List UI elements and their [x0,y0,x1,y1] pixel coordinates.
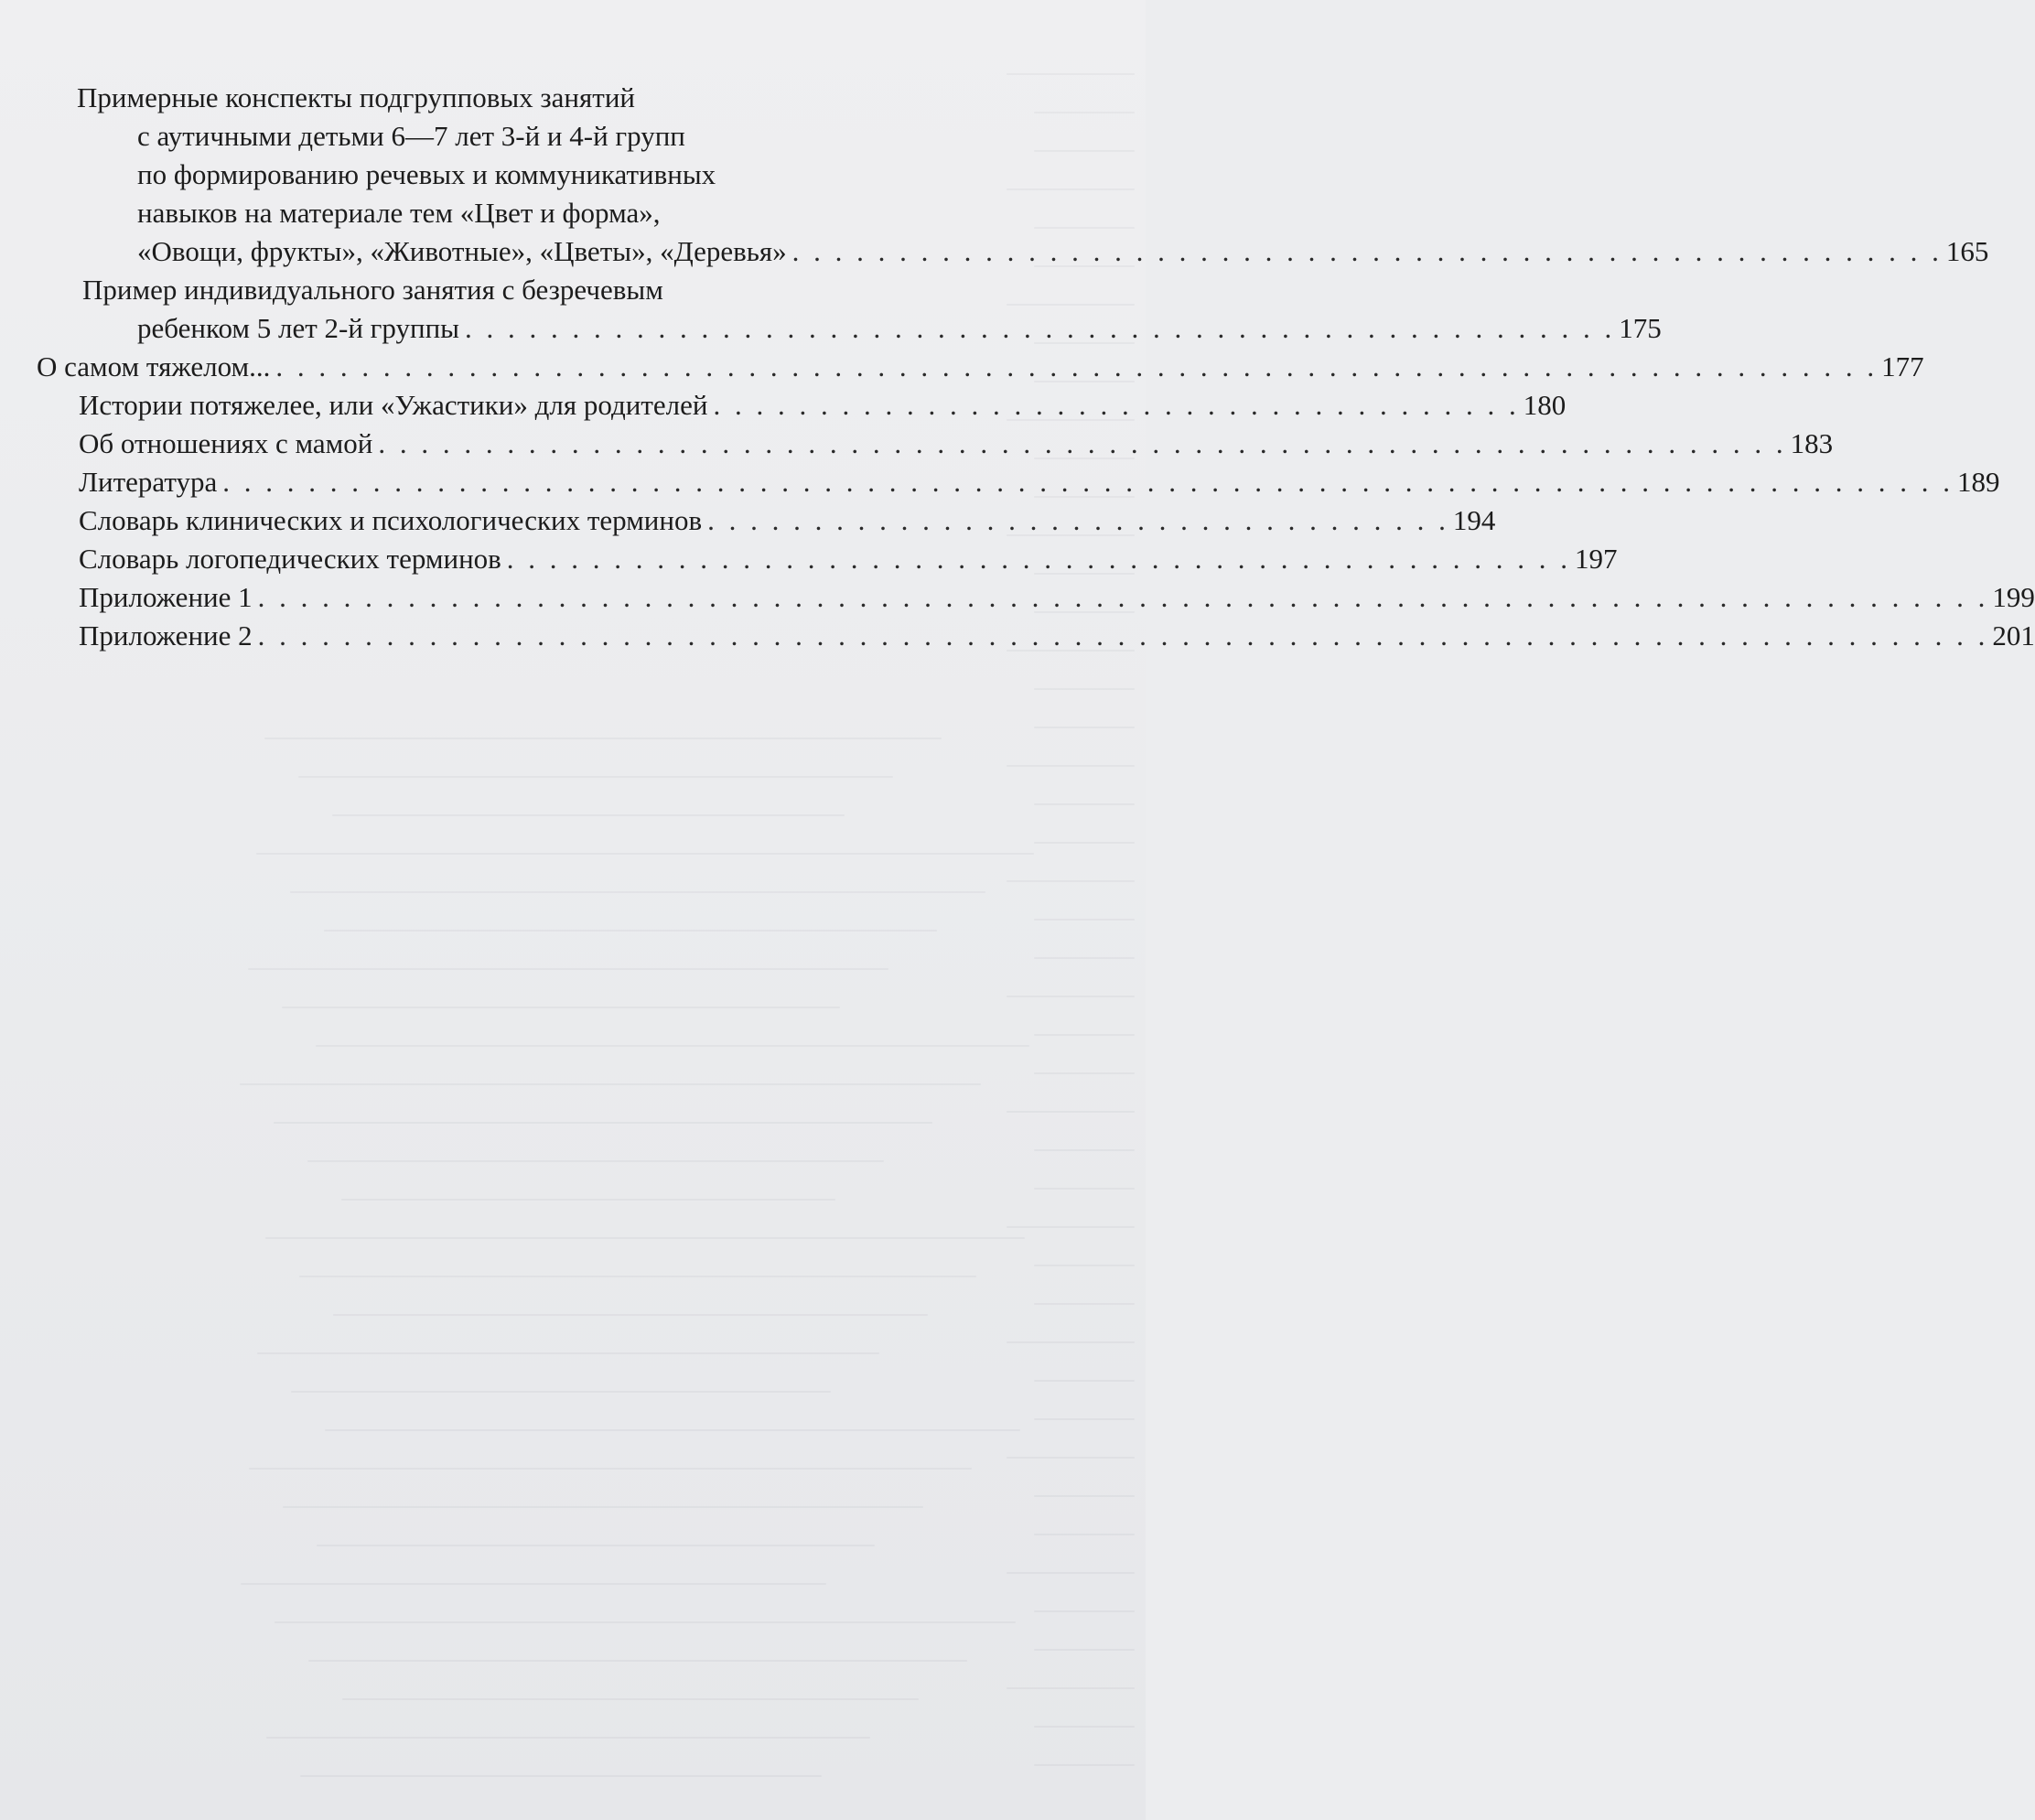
toc-entry-last-line [79,386,1567,425]
toc-page-number: 165 [1945,235,1989,267]
toc-entry-last-line [79,425,1834,463]
toc-leader-dots: . . . . . . . . . . . . . . . . . . . . . . . . . . . . . . . . . . . . . . [713,389,1520,421]
toc-page-number: 177 [1881,350,1924,382]
toc-page-number: 175 [1619,312,1662,344]
toc-entry-title: Словарь клинических и психологических терминов [79,504,703,536]
toc-entry-title: Приложение 2 [79,619,253,652]
toc-leader-dots: . . . . . . . . . . . . . . . . . . . . . . . . . . . . . . . . . . . . . . . . . . . . . . . . . . . . . . [465,312,1616,344]
toc-entry-appendix-1 [37,578,2035,617]
toc-leader-dots: . . . . . . . . . . . . . . . . . . . . . . . . . . . . . . . . . . . . . . . . . . . . . . . . . . . . . . . . . . . . . . . . . . . . . . . . . . . . . . . . . [257,581,1989,613]
toc-entry-title: Об отношениях с мамой [79,427,373,459]
toc-entry-appendix-2 [37,617,2035,655]
toc-leader-dots: . . . . . . . . . . . . . . . . . . . . . . . . . . . . . . . . . . . . . . . . . . . . . . . . . . . . . . . . . . . . . . . . . . . . . . . . . . . . . . . . . [222,466,1954,498]
toc-entry-text-line: навыков на материале тем «Цвет и форма», [137,197,661,229]
toc-page-number: 194 [1452,504,1496,536]
toc-entry-last-line [79,540,1618,578]
toc-entry-text-line: с аутичными детьми 6—7 лет 3-й и 4-й групп [137,120,685,152]
toc-entry-about-the-hardest [37,348,1924,386]
toc-entry-literature [37,463,2000,501]
toc-leader-dots: . . . . . . . . . . . . . . . . . . . . . . . . . . . . . . . . . . . [707,504,1449,536]
toc-leader-dots: . . . . . . . . . . . . . . . . . . . . . . . . . . . . . . . . . . . . . . . . . . . . . . . . . . . . . . . . . . . . . . . . . . . . . . . . . . . [275,350,1879,382]
toc-entry-last-line [79,463,2000,501]
table-of-contents [37,79,2035,655]
toc-entry-title: О самом тяжелом... [37,350,271,382]
toc-entry-title: Приложение 1 [79,581,253,613]
toc-entry-speech-therapy-glossary [37,540,1618,578]
toc-page-number: 180 [1523,389,1567,421]
toc-page-number: 197 [1575,543,1618,575]
toc-entry-approximate-subgroup-lessons [37,79,1989,271]
toc-entry-individual-lesson-example [37,271,1662,348]
toc-entry-text-line: Примерные конспекты подгрупповых занятий [77,81,635,113]
toc-entry-title: Истории потяжелее, или «Ужастики» для родителей [79,389,708,421]
toc-entry-clinical-glossary [37,501,1496,540]
toc-entry-last-line [79,617,2035,655]
toc-entry-title: Словарь логопедических терминов [79,543,501,575]
toc-entry-title: ребенком 5 лет 2-й группы [137,312,459,344]
toc-entry-last-line [79,501,1496,540]
toc-entry-harder-stories [37,386,1567,425]
toc-leader-dots: . . . . . . . . . . . . . . . . . . . . . . . . . . . . . . . . . . . . . . . . . . . . . . . . . . . . . . . . . . . . . . . . . . [378,427,1787,459]
toc-entry-title: «Овощи, фрукты», «Животные», «Цветы», «Деревья» [137,235,787,267]
toc-entry-last-line [79,578,2035,617]
toc-entry-last-line [82,309,1662,348]
toc-page-number: 183 [1790,427,1834,459]
toc-page-number: 201 [1992,619,2035,652]
toc-leader-dots: . . . . . . . . . . . . . . . . . . . . . . . . . . . . . . . . . . . . . . . . . . . . . . . . . . . . . . [791,235,1943,267]
toc-page-number: 199 [1992,581,2035,613]
toc-entry-last-line [37,348,1924,386]
toc-entry-title: Литература [79,466,218,498]
toc-leader-dots: . . . . . . . . . . . . . . . . . . . . . . . . . . . . . . . . . . . . . . . . . . . . . . . . . . [506,543,1572,575]
toc-entry-text-line: по формированию речевых и коммуникативных [137,158,716,190]
toc-entry-last-line [77,232,1989,271]
toc-entry-text-line: Пример индивидуального занятия с безречевым [82,274,663,306]
toc-leader-dots: . . . . . . . . . . . . . . . . . . . . . . . . . . . . . . . . . . . . . . . . . . . . . . . . . . . . . . . . . . . . . . . . . . . . . . . . . . . . . . . . . [257,619,1989,652]
toc-page-number: 189 [1957,466,2000,498]
toc-entry-relations-with-mom [37,425,1834,463]
